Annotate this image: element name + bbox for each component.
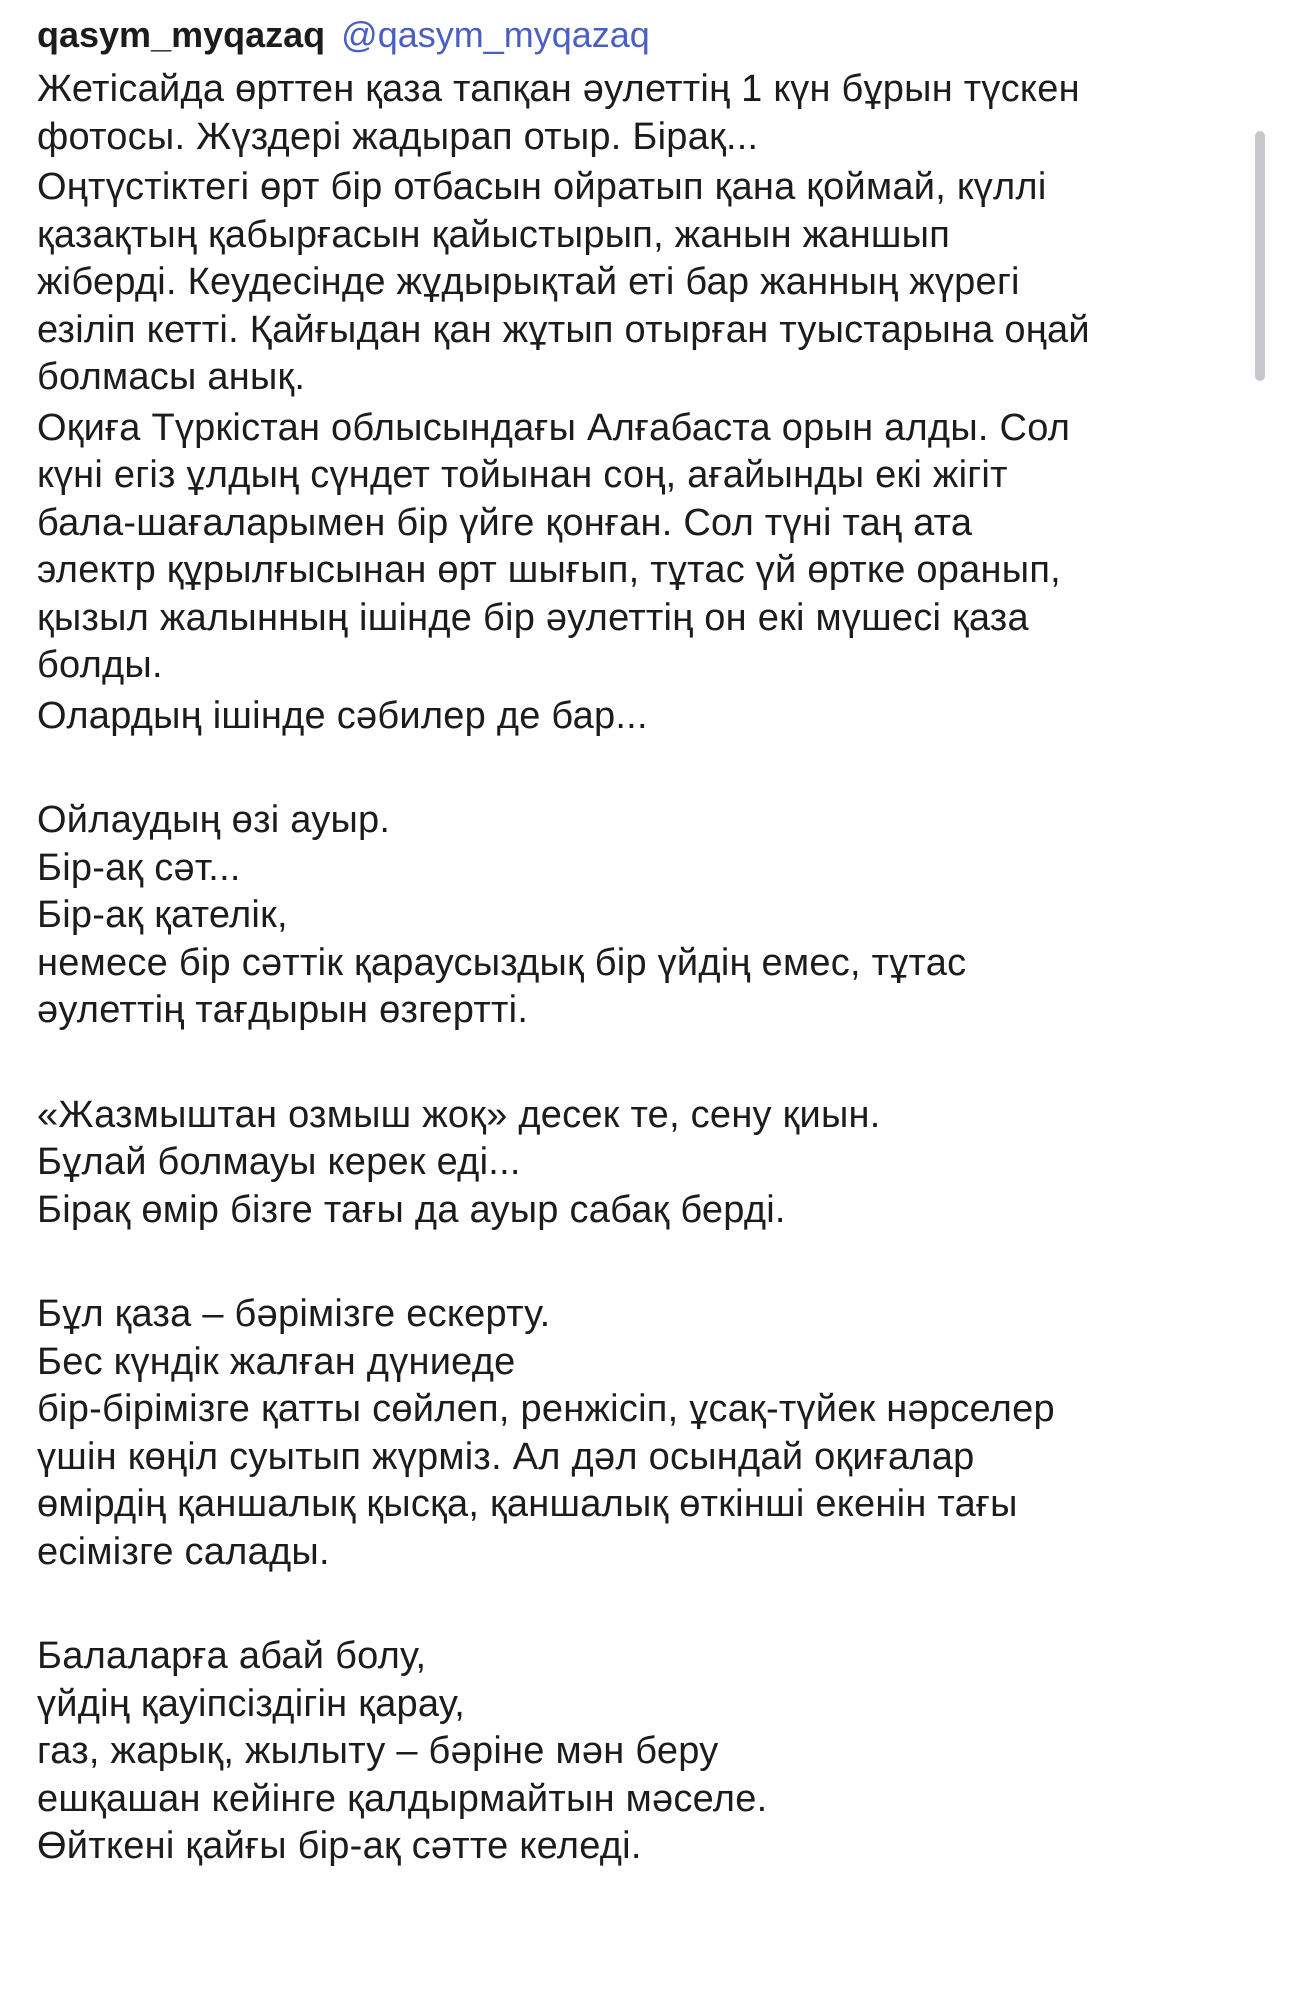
caption-line: бала-шағаларымен бір үйге қонған. Сол түні таң ата xyxy=(37,501,973,544)
caption-line: Бұлай болмауы керек еді... xyxy=(37,1141,521,1183)
post-header xyxy=(37,4,1252,66)
post xyxy=(37,0,1252,1871)
caption-line: есімізге салады. xyxy=(37,1530,330,1573)
caption-line: Олардың ішінде сәбилер де бар... xyxy=(37,694,648,737)
caption-line: Бұл қаза – бәрімізге ескерту. xyxy=(37,1293,551,1335)
blank-line xyxy=(37,740,1252,797)
caption-line: газ, жарық, жылыту – бәріне мән беру xyxy=(37,1730,719,1772)
caption-line: үшін көңіл суытып жүрміз. Ал дәл осындай оқиғалар xyxy=(37,1435,975,1478)
caption-line: болмасы анық. xyxy=(37,356,306,398)
caption-line: немесе бір сәттік қараусыздық бір үйдің емес, тұтас xyxy=(37,941,967,984)
caption-line: күні егіз ұлдың сүндет тойынан соң, ағайынды екі жігіт xyxy=(37,454,1008,496)
caption-line: ешқашан кейінге қалдырмайтын мәселе. xyxy=(37,1777,768,1820)
caption-line: Оңтүстіктегі өрт бір отбасын ойратып қана қоймай, күллі xyxy=(37,166,1047,208)
caption-line: өмірдің қаншалық қысқа, қаншалық өткінші екенін тағы xyxy=(37,1483,1018,1525)
caption-line: электр құрылғысынан өрт шығып, тұтас үй өртке оранып, xyxy=(37,549,1061,591)
caption-line: Балаларға абай болу, xyxy=(37,1635,427,1677)
caption-line: Бір-ақ сәт... xyxy=(37,846,241,889)
handle-link[interactable]: @qasym_myqazaq xyxy=(341,14,650,55)
caption-line: фотосы. Жүздері жадырап отыр. Бірақ... xyxy=(37,115,759,158)
caption-line: Бес күндік жалған дүниеде xyxy=(37,1340,516,1383)
caption-line: қызыл жалынның ішінде бір әулеттің он екі мүшесі қаза xyxy=(37,596,1029,639)
caption-line: болды. xyxy=(37,644,163,686)
blank-line xyxy=(37,1576,1252,1633)
caption-line: әулеттің тағдырын өзгертті. xyxy=(37,989,529,1031)
caption-line: «Жазмыштан озмыш жоқ» десек те, сену қиын. xyxy=(37,1093,881,1136)
caption-line: қазақтың қабырғасын қайыстырып, жанын жаншып xyxy=(37,213,951,256)
caption-line: Бір-ақ қателік, xyxy=(37,894,288,936)
caption-line: Ойлаудың өзі ауыр. xyxy=(37,799,391,841)
caption-line: Бірақ өмір бізге тағы да ауыр сабақ берді. xyxy=(37,1188,786,1231)
caption-line: бір-бірімізге қатты сөйлеп, ренжісіп, ұсақ-түйек нәрселер xyxy=(37,1388,1055,1430)
username[interactable]: qasym_myqazaq xyxy=(37,14,326,55)
caption-line: үйдің қауіпсіздігін қарау, xyxy=(37,1682,466,1725)
caption-line: жіберді. Кеудесінде жұдырықтай еті бар жанның жүрегі xyxy=(37,261,1020,303)
caption-line: Жетісайда өрттен қаза тапқан әулеттің 1 күн бұрын түскен xyxy=(37,68,1080,110)
blank-line xyxy=(37,1035,1252,1092)
scrollbar[interactable] xyxy=(1255,131,1265,381)
caption-line: Өйткені қайғы бір-ақ сәтте келеді. xyxy=(37,1825,642,1867)
caption-line: Оқиға Түркістан облысындағы Алғабаста орын алды. Сол xyxy=(37,406,1071,449)
blank-line xyxy=(37,1234,1252,1291)
post-caption xyxy=(37,66,1252,1871)
caption-line: езіліп кетті. Қайғыдан қан жұтып отырған туыстарына оңай xyxy=(37,308,1090,351)
